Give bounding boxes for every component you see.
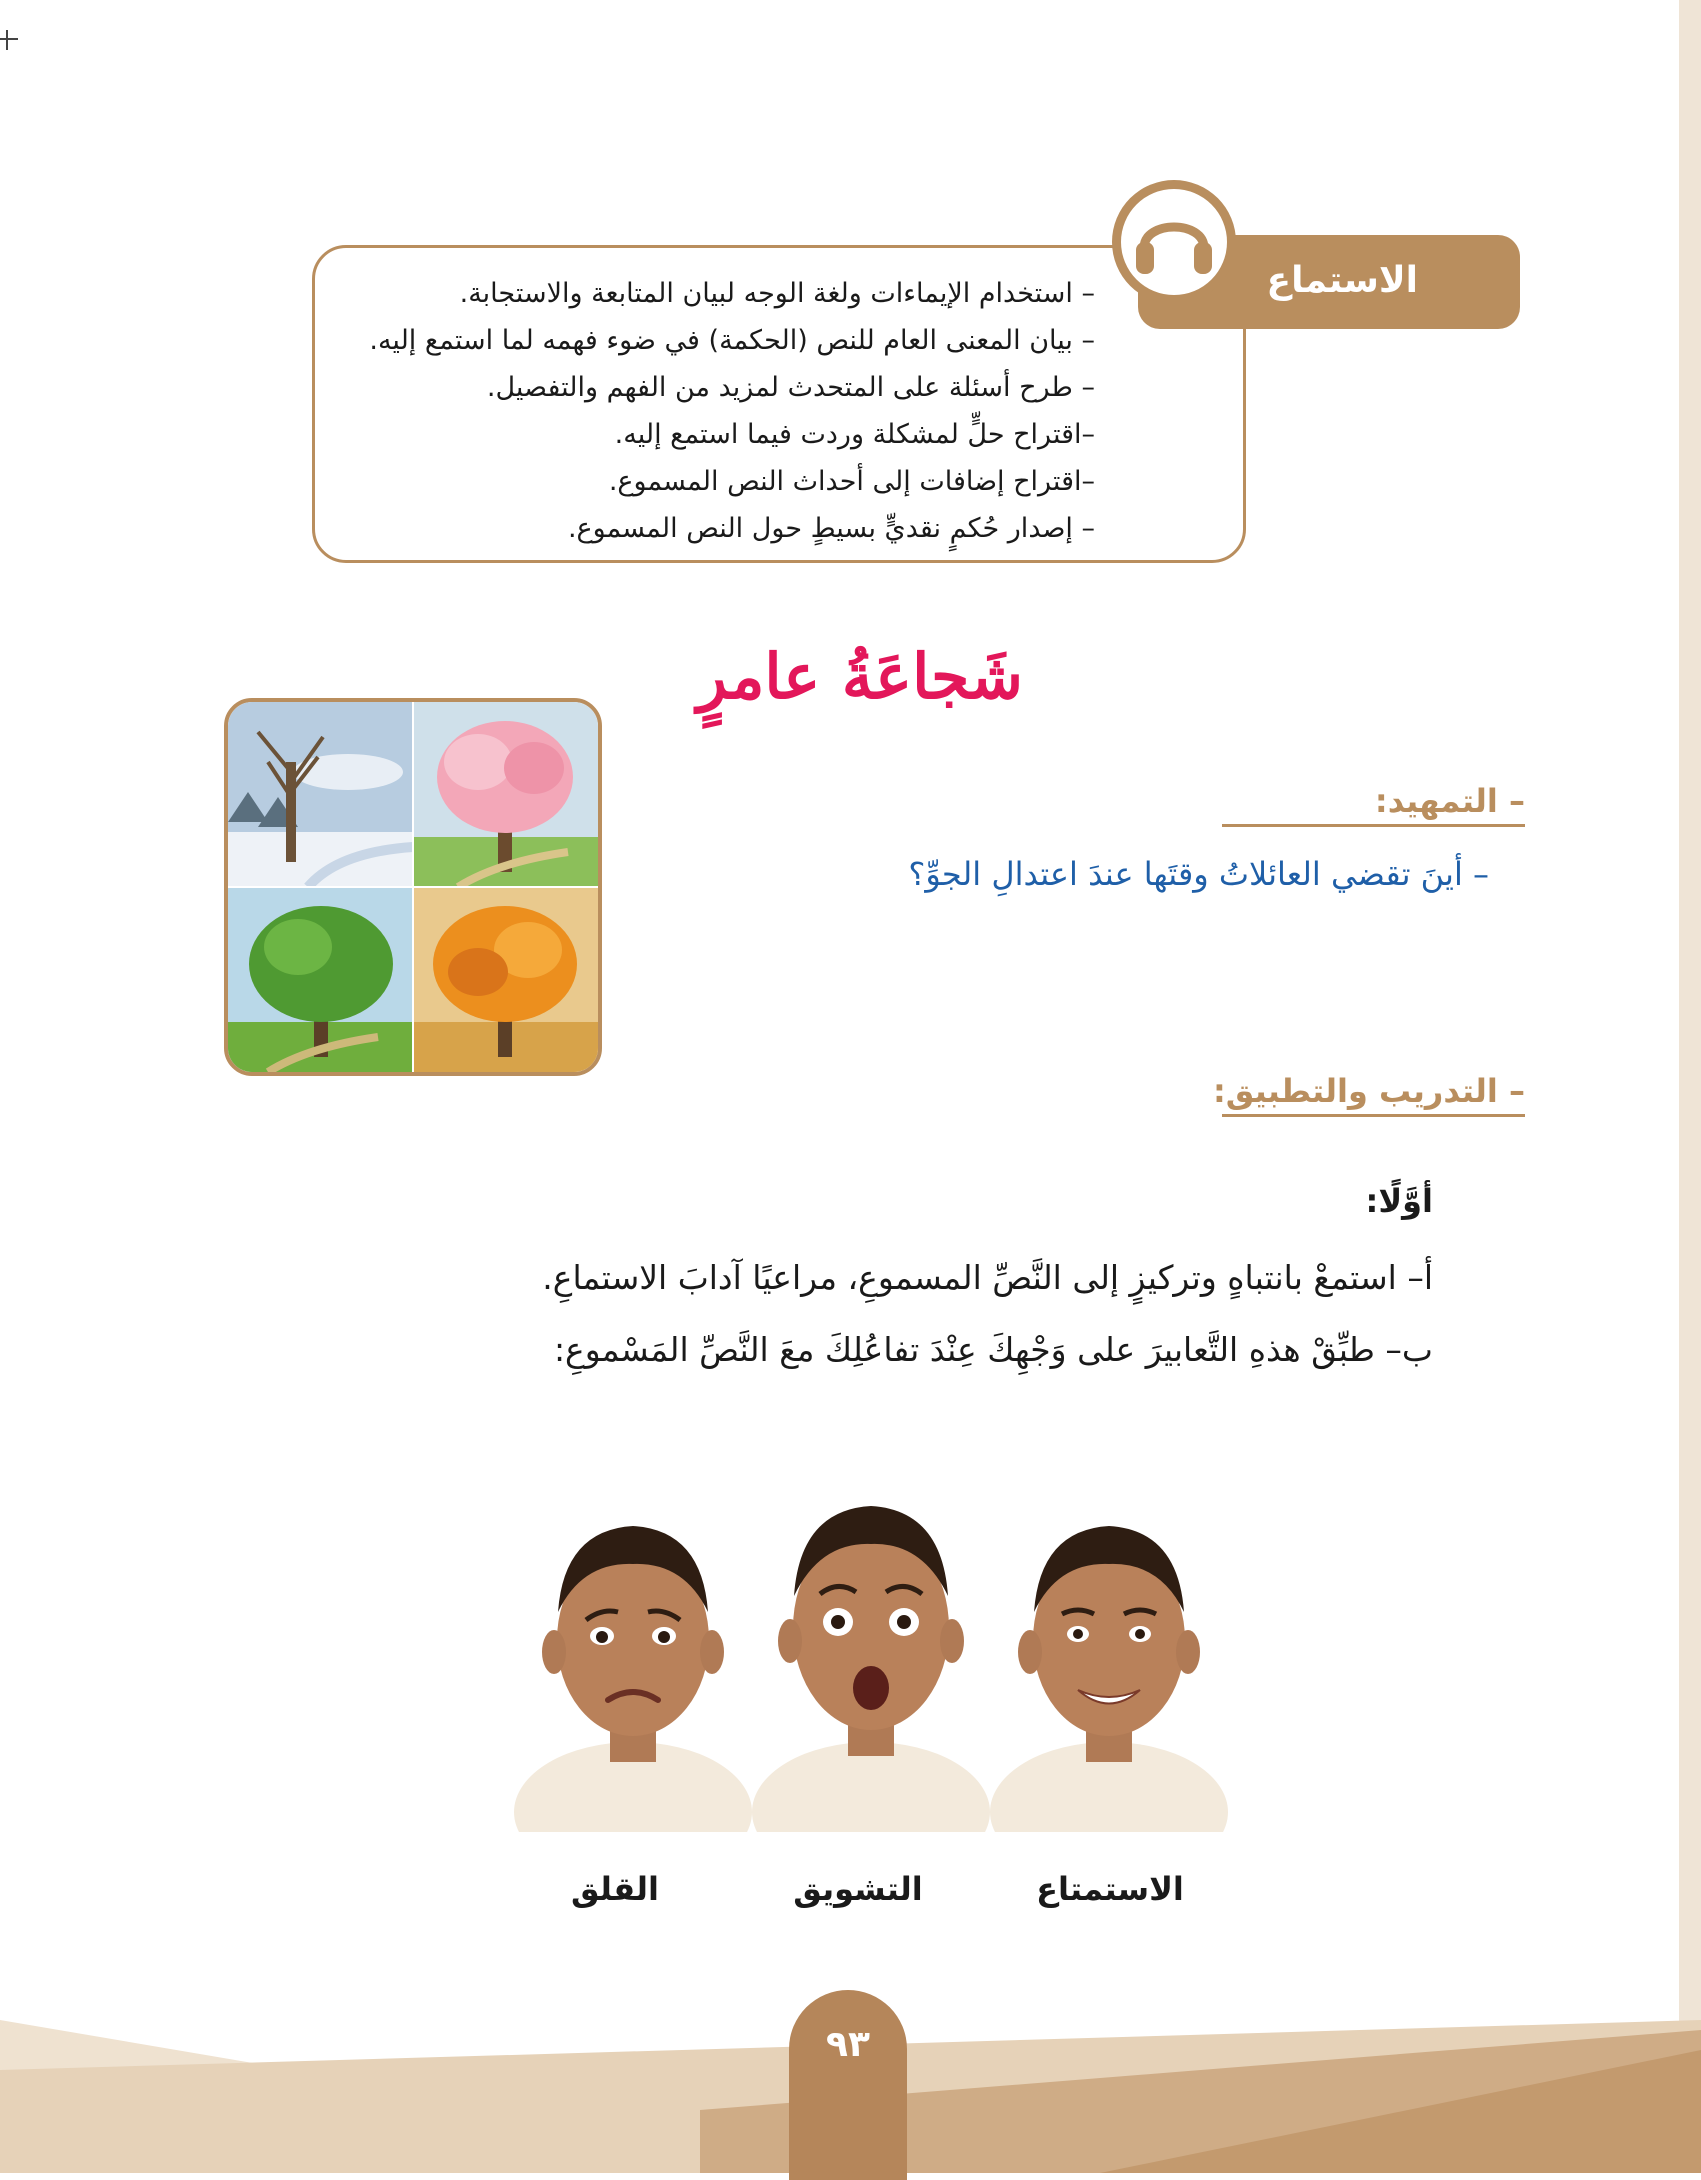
crop-mark bbox=[6, 30, 8, 50]
lesson-title: شَجاعَةُ عامرٍ bbox=[697, 640, 1023, 713]
face-enjoyment bbox=[990, 1512, 1228, 1832]
intro-question: – أينَ تقضي العائلاتُ وقتَها عندَ اعتدالِ الجوِّ؟ bbox=[908, 855, 1489, 893]
seasons-image bbox=[224, 698, 602, 1076]
autumn-tree-panel bbox=[413, 887, 598, 1072]
face-suspense bbox=[752, 1496, 990, 1816]
page-number-tab bbox=[789, 1990, 907, 2180]
winter-tree-panel bbox=[228, 702, 413, 887]
instruction-b: ب– طبِّقْ هذهِ التَّعابيرَ على وَجْهِكَ عِنْدَ تفاعُلِكَ معَ النَّصِّ المَسْموعِ: bbox=[553, 1330, 1433, 1369]
objective-item: – إصدار حُكمٍ نقديٍّ بسيطٍ حول النص المسموع. bbox=[567, 513, 1095, 544]
section-title: الاستماع bbox=[1266, 260, 1418, 301]
objective-item: – بيان المعنى العام للنص (الحكمة) في ضوء فهمه لما استمع إليه. bbox=[369, 325, 1095, 356]
page-number: ٩٣ bbox=[826, 2024, 870, 2065]
objectives-list bbox=[335, 270, 1095, 552]
objectives-box bbox=[312, 245, 1246, 563]
spring-tree-panel bbox=[413, 702, 598, 887]
objective-item: – طرح أسئلة على المتحدث لمزيد من الفهم والتفصيل. bbox=[486, 372, 1095, 403]
first-label: أوَّلًا: bbox=[1365, 1182, 1433, 1220]
page-edge bbox=[1679, 0, 1701, 2173]
face-worry bbox=[514, 1512, 752, 1832]
objective-item: –اقتراح حلٍّ لمشكلة وردت فيما استمع إليه. bbox=[614, 419, 1095, 450]
intro-heading: – التمهيد: bbox=[1222, 782, 1525, 827]
instruction-a: أ– استمعْ بانتباهٍ وتركيزٍ إلى النَّصِّ المسموعِ، مراعيًا آدابَ الاستماعِ. bbox=[542, 1258, 1433, 1297]
face-caption-worry: القلق bbox=[571, 1870, 659, 1908]
summer-tree-panel bbox=[228, 887, 413, 1072]
crop-mark bbox=[0, 38, 18, 40]
headphones-badge bbox=[1112, 180, 1236, 304]
face-caption-enjoyment: الاستمتاع bbox=[1036, 1870, 1184, 1908]
headphones-icon bbox=[1132, 202, 1216, 282]
face-caption-suspense: التشويق bbox=[793, 1870, 923, 1908]
objective-item: –اقتراح إضافات إلى أحداث النص المسموع. bbox=[608, 466, 1095, 497]
practice-heading: – التدريب والتطبيق: bbox=[1222, 1072, 1525, 1117]
objective-item: – استخدام الإيماءات ولغة الوجه لبيان المتابعة والاستجابة. bbox=[459, 278, 1095, 309]
